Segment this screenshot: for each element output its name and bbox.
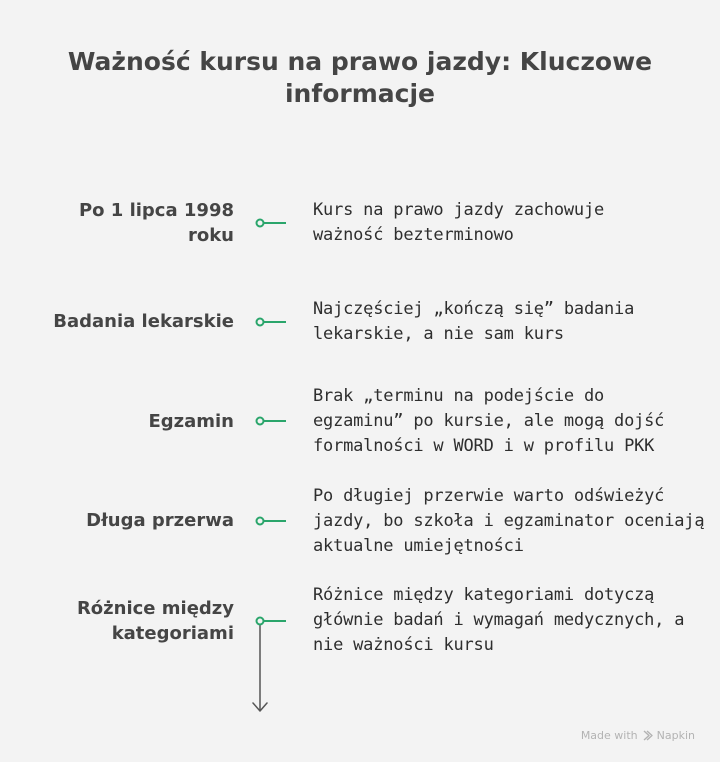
- diagram-title: Ważność kursu na prawo jazdy: Kluczowe informacje: [67, 47, 653, 108]
- item-label: Po 1 lipca 1998 roku: [78, 200, 234, 246]
- connector-dot: [257, 618, 264, 625]
- made-with-napkin-footer: [581, 729, 695, 742]
- connector-dot: [257, 518, 264, 525]
- item-description: Po długiej przerwie warto odświeżyć jazdy, bo szkoła i egzaminator oceniają aktualne umiejętności: [313, 486, 705, 556]
- made-with-label: Made with: [580, 729, 638, 742]
- item-description: Najczęściej „kończą się” badania lekarskie, a nie sam kurs: [313, 299, 635, 344]
- connector-dot: [257, 220, 264, 227]
- item-label: Egzamin: [148, 411, 234, 432]
- item-description: Różnice między kategoriami dotyczą głównie badań i wymagań medycznych, a nie ważności kursu: [313, 585, 685, 655]
- napkin-logo-icon: [642, 730, 653, 741]
- connector-dot: [257, 418, 264, 425]
- item-label: Badania lekarskie: [53, 311, 234, 332]
- item-label: Długa przerwa: [86, 510, 234, 531]
- item-description: Kurs na prawo jazdy zachowuje ważność bezterminowo: [313, 200, 605, 245]
- item-label: Różnice między kategoriami: [76, 598, 234, 644]
- napkin-brand-label: Napkin: [656, 729, 695, 742]
- connector-dot: [257, 319, 264, 326]
- item-description: Brak „terminu na podejście do egzaminu” po kursie, ale mogą dojść formalności w WORD i w profilu PKK: [313, 386, 665, 456]
